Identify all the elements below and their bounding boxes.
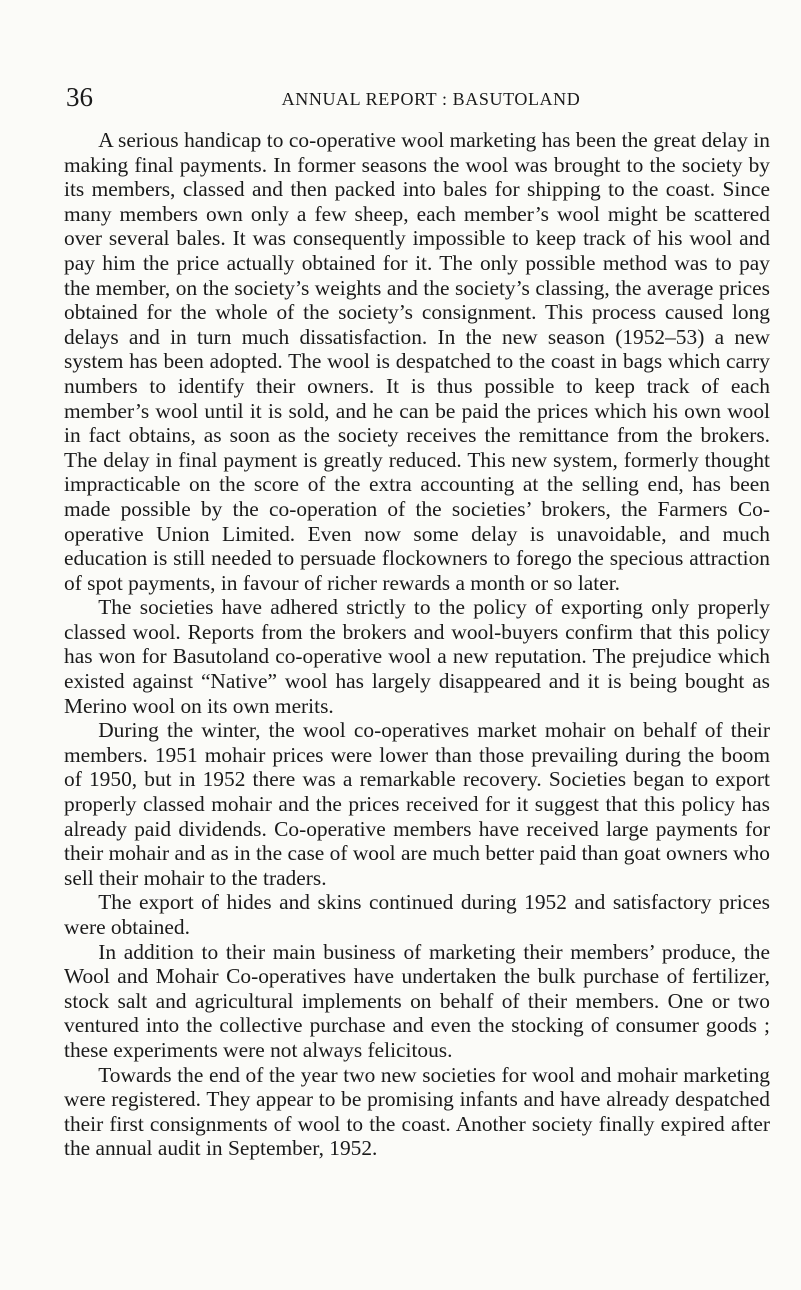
paragraph-new-societies: Towards the end of the year two new societies for wool and mohair marketing were registered. They appear to be promising infants and have already despatched their first consignments of wool to the coast. Another society finally expired after the annual audit in September, 1952. <box>64 1062 770 1161</box>
paragraph-bulk-purchase: In addition to their main business of marketing their members’ produce, the Wool and Mohair Co-operatives have undertaken the bulk purchase of fertilizer, stock salt and agricultural implements on behalf of their members. One or two ventured into the collective purchase and even the stocking of consumer goods ; these experiments were not always felicitous. <box>64 939 770 1062</box>
page-number: 36 <box>66 82 93 112</box>
paragraph-mohair-marketing: During the winter, the wool co-operatives market mohair on behalf of their members. 1951 mohair prices were lower than those prevailing during the boom of 1950, but in 1952 there was a remarkable recovery. Societies began to export properly classed mohair and the prices received for it suggest that this policy has already paid dividends. Co-operative members have received large payments for their mohair and as in the case of wool are much better paid than goat owners who sell their mohair to the traders. <box>64 718 770 890</box>
paragraph-classed-wool-policy: The societies have adhered strictly to the policy of exporting only properly classed wool. Reports from the brokers and wool-buyers confirm that this policy has won for Basutoland co-operative wool a new reputation. The prejudice which existed against “Native” wool has largely disappeared and it is being bought as Merino wool on its own merits. <box>64 595 770 718</box>
page-header <box>66 82 766 118</box>
body-text <box>64 128 770 1161</box>
paragraph-hides-and-skins: The export of hides and skins continued during 1952 and satisfactory prices were obtained. <box>64 890 770 939</box>
paragraph-wool-payments: A serious handicap to co-operative wool marketing has been the great delay in making final payments. In former seasons the wool was brought to the society by its members, classed and then packed into bales for shipping to the coast. Since many members own only a few sheep, each member’s wool might be scattered over several bales. It was consequently impossible to keep track of his wool and pay him the price actually obtained for it. The only possible method was to pay the member, on the society’s weights and the society’s classing, the average prices obtained for the whole of the society’s consignment. This process caused long delays and in turn much dissatisfaction. In the new season (1952–53) a new system has been adopted. The wool is despatched to the coast in bags which carry numbers to identify their owners. It is thus possible to keep track of each member’s wool until it is sold, and he can be paid the prices which his own wool in fact obtains, as soon as the society receives the remittance from the brokers. The delay in final payment is greatly reduced. This new system, formerly thought impracticable on the score of the extra accounting at the selling end, has been made possible by the co-operation of the societies’ brokers, the Farmers Co-operative Union Limited. Even now some delay is unavoidable, and much education is still needed to persuade flockowners to forego the specious attraction of spot payments, in favour of richer rewards a month or so later. <box>64 128 770 595</box>
running-head: ANNUAL REPORT : BASUTOLAND <box>281 89 581 109</box>
